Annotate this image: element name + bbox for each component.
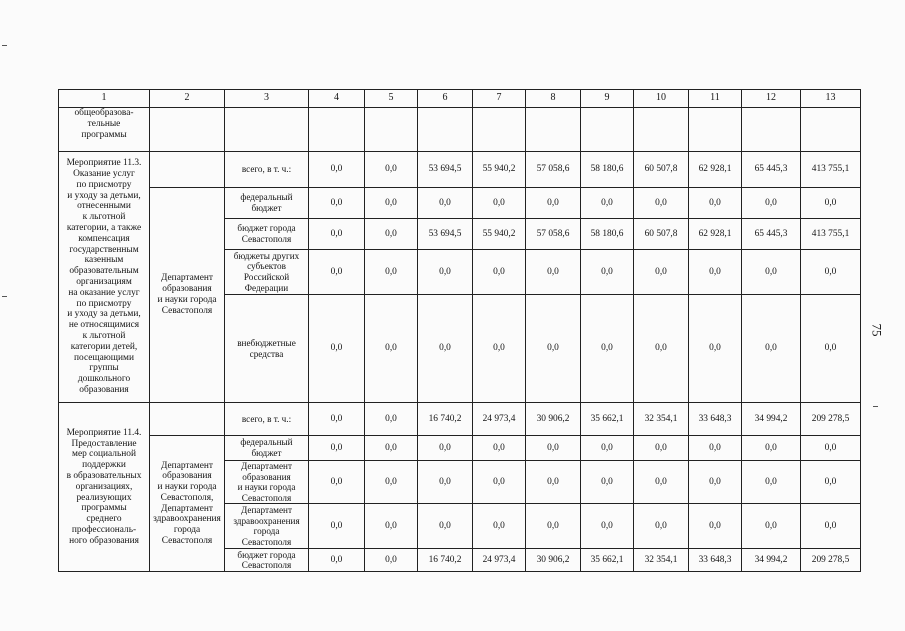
value-cell: 60 507,8 <box>634 152 689 188</box>
header-cell: 13 <box>801 90 861 108</box>
value-cell: 0,0 <box>526 188 581 219</box>
value-cell: 34 994,2 <box>742 403 801 436</box>
empty-cell <box>309 108 365 152</box>
value-cell: 0,0 <box>473 295 526 403</box>
funding-source: бюджеты других субъектов Российской Федерации <box>225 250 309 295</box>
scan-mark <box>2 296 7 297</box>
value-cell: 0,0 <box>634 250 689 295</box>
value-cell: 0,0 <box>634 188 689 219</box>
table-row <box>59 188 861 219</box>
empty-cell <box>581 108 634 152</box>
value-cell: 0,0 <box>418 188 473 219</box>
value-cell: 60 507,8 <box>634 219 689 250</box>
header-cell: 7 <box>473 90 526 108</box>
budget-table <box>58 89 861 572</box>
value-cell: 35 662,1 <box>581 549 634 572</box>
value-cell: 413 755,1 <box>801 152 861 188</box>
value-cell: 65 445,3 <box>742 152 801 188</box>
value-cell: 0,0 <box>309 250 365 295</box>
value-cell: 33 648,3 <box>689 549 742 572</box>
header-cell: 10 <box>634 90 689 108</box>
empty-cell <box>365 108 418 152</box>
page-number: 75 <box>869 323 885 337</box>
measure-title: Мероприятие 11.3. Оказание услуг по присмотру и уходу за детьми, отнесенными к льготной категории, а также компенсация государственным казенным образовательным организациям на оказание услуг по присмотру и уходу за детьми, не относящимися к льготной категории детей, посещающими группы дошкольного образования <box>59 152 150 403</box>
value-cell: 0,0 <box>634 504 689 549</box>
value-cell: 0,0 <box>689 295 742 403</box>
value-cell: 58 180,6 <box>581 152 634 188</box>
value-cell: 0,0 <box>689 250 742 295</box>
value-cell: 0,0 <box>742 504 801 549</box>
value-cell: 0,0 <box>801 188 861 219</box>
value-cell: 0,0 <box>309 188 365 219</box>
value-cell: 0,0 <box>801 295 861 403</box>
value-cell: 0,0 <box>526 295 581 403</box>
value-cell: 24 973,4 <box>473 403 526 436</box>
value-cell: 0,0 <box>689 461 742 504</box>
table-row <box>59 152 861 188</box>
header-cell: 6 <box>418 90 473 108</box>
header-cell: 8 <box>526 90 581 108</box>
empty-cell <box>473 108 526 152</box>
value-cell: 0,0 <box>365 188 418 219</box>
value-cell: 0,0 <box>473 461 526 504</box>
value-cell: 0,0 <box>742 461 801 504</box>
value-cell: 0,0 <box>689 188 742 219</box>
value-cell: 209 278,5 <box>801 403 861 436</box>
value-cell: 0,0 <box>526 504 581 549</box>
value-cell: 53 694,5 <box>418 219 473 250</box>
funding-source: бюджет города Севастополя <box>225 219 309 250</box>
value-cell: 65 445,3 <box>742 219 801 250</box>
value-cell: 0,0 <box>581 504 634 549</box>
value-cell: 0,0 <box>634 436 689 461</box>
value-cell: 0,0 <box>801 504 861 549</box>
scan-mark <box>873 406 878 407</box>
header-cell: 12 <box>742 90 801 108</box>
value-cell: 0,0 <box>309 504 365 549</box>
empty-cell <box>150 403 225 436</box>
value-cell: 0,0 <box>581 295 634 403</box>
measure-title: общеобразова- тельные программы <box>59 108 150 152</box>
empty-cell <box>634 108 689 152</box>
value-cell: 0,0 <box>526 436 581 461</box>
value-cell: 0,0 <box>473 436 526 461</box>
value-cell: 0,0 <box>581 250 634 295</box>
funding-source: всего, в т. ч.: <box>225 403 309 436</box>
value-cell: 0,0 <box>634 295 689 403</box>
value-cell: 0,0 <box>365 549 418 572</box>
funding-source: бюджет города Севастополя <box>225 549 309 572</box>
value-cell: 0,0 <box>309 436 365 461</box>
header-cell: 5 <box>365 90 418 108</box>
funding-source: Департамент образования и науки города Севастополя <box>225 461 309 504</box>
empty-cell <box>742 108 801 152</box>
value-cell: 32 354,1 <box>634 549 689 572</box>
funding-source: всего, в т. ч.: <box>225 152 309 188</box>
value-cell: 0,0 <box>365 295 418 403</box>
value-cell: 0,0 <box>581 188 634 219</box>
value-cell: 53 694,5 <box>418 152 473 188</box>
value-cell: 62 928,1 <box>689 152 742 188</box>
value-cell: 0,0 <box>581 461 634 504</box>
empty-cell <box>225 108 309 152</box>
value-cell: 57 058,6 <box>526 219 581 250</box>
value-cell: 0,0 <box>365 250 418 295</box>
header-cell: 1 <box>59 90 150 108</box>
value-cell: 0,0 <box>309 152 365 188</box>
table-row <box>59 108 861 152</box>
value-cell: 413 755,1 <box>801 219 861 250</box>
header-cell: 11 <box>689 90 742 108</box>
value-cell: 30 906,2 <box>526 549 581 572</box>
empty-cell <box>526 108 581 152</box>
value-cell: 35 662,1 <box>581 403 634 436</box>
table-row <box>59 436 861 461</box>
value-cell: 24 973,4 <box>473 549 526 572</box>
value-cell: 0,0 <box>742 250 801 295</box>
value-cell: 34 994,2 <box>742 549 801 572</box>
value-cell: 0,0 <box>473 188 526 219</box>
executor-cell: Департамент образования и науки города Севастополя, Департамент здравоохранения города Севастополя <box>150 436 225 572</box>
value-cell: 0,0 <box>526 461 581 504</box>
value-cell: 0,0 <box>801 461 861 504</box>
value-cell: 16 740,2 <box>418 403 473 436</box>
value-cell: 0,0 <box>365 504 418 549</box>
funding-source: внебюджетные средства <box>225 295 309 403</box>
value-cell: 0,0 <box>418 250 473 295</box>
value-cell: 0,0 <box>689 436 742 461</box>
value-cell: 0,0 <box>418 295 473 403</box>
value-cell: 0,0 <box>526 250 581 295</box>
value-cell: 62 928,1 <box>689 219 742 250</box>
value-cell: 209 278,5 <box>801 549 861 572</box>
value-cell: 0,0 <box>634 461 689 504</box>
value-cell: 57 058,6 <box>526 152 581 188</box>
value-cell: 0,0 <box>365 152 418 188</box>
header-cell: 9 <box>581 90 634 108</box>
value-cell: 16 740,2 <box>418 549 473 572</box>
value-cell: 0,0 <box>309 461 365 504</box>
value-cell: 0,0 <box>309 549 365 572</box>
value-cell: 0,0 <box>801 250 861 295</box>
empty-cell <box>150 152 225 188</box>
empty-cell <box>150 108 225 152</box>
value-cell: 0,0 <box>742 188 801 219</box>
value-cell: 33 648,3 <box>689 403 742 436</box>
value-cell: 0,0 <box>473 250 526 295</box>
value-cell: 55 940,2 <box>473 219 526 250</box>
value-cell: 0,0 <box>473 504 526 549</box>
header-cell: 3 <box>225 90 309 108</box>
value-cell: 0,0 <box>742 295 801 403</box>
executor-cell: Департамент образования и науки города Севастополя <box>150 188 225 403</box>
value-cell: 0,0 <box>689 504 742 549</box>
value-cell: 0,0 <box>309 219 365 250</box>
table-row <box>59 90 861 108</box>
funding-source: федеральный бюджет <box>225 436 309 461</box>
value-cell: 0,0 <box>418 504 473 549</box>
value-cell: 0,0 <box>801 436 861 461</box>
value-cell: 30 906,2 <box>526 403 581 436</box>
funding-source: Департамент здравоохранения города Севастополя <box>225 504 309 549</box>
value-cell: 0,0 <box>309 403 365 436</box>
value-cell: 0,0 <box>742 436 801 461</box>
funding-source: федеральный бюджет <box>225 188 309 219</box>
value-cell: 0,0 <box>581 436 634 461</box>
measure-title: Мероприятие 11.4. Предоставление мер социальной поддержки в образовательных организациях, реализующих программы среднего профессиональ- ного образования <box>59 403 150 572</box>
value-cell: 58 180,6 <box>581 219 634 250</box>
value-cell: 0,0 <box>365 403 418 436</box>
empty-cell <box>801 108 861 152</box>
empty-cell <box>418 108 473 152</box>
value-cell: 0,0 <box>418 436 473 461</box>
value-cell: 0,0 <box>365 461 418 504</box>
value-cell: 0,0 <box>365 219 418 250</box>
table-row <box>59 403 861 436</box>
header-cell: 4 <box>309 90 365 108</box>
value-cell: 0,0 <box>418 461 473 504</box>
value-cell: 0,0 <box>365 436 418 461</box>
value-cell: 0,0 <box>309 295 365 403</box>
value-cell: 32 354,1 <box>634 403 689 436</box>
header-cell: 2 <box>150 90 225 108</box>
value-cell: 55 940,2 <box>473 152 526 188</box>
empty-cell <box>689 108 742 152</box>
scan-mark <box>2 45 7 46</box>
